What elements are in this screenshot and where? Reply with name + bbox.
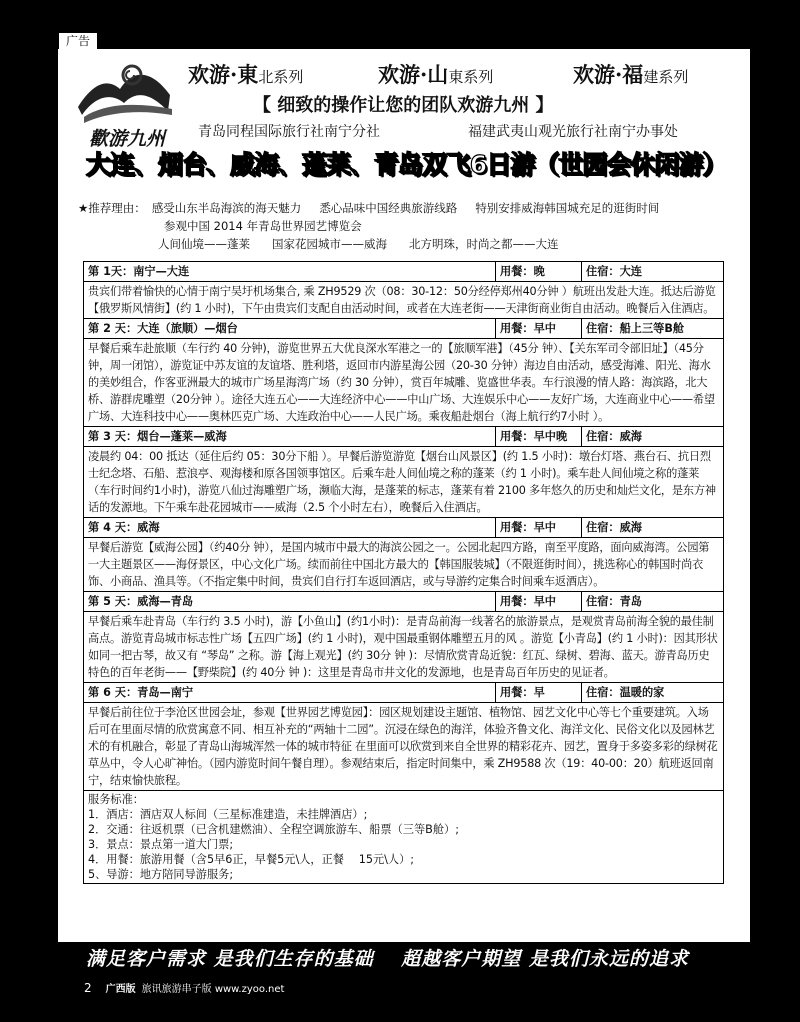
service-item: 4．用餐：旅游用餐（含5早6正，早餐5元\人，正餐 15元\人）; [88, 853, 415, 866]
day-meal: 用餐：早中 [496, 518, 582, 538]
day-title: 第 5 天：威海—青岛 [84, 592, 496, 612]
logo [72, 55, 182, 151]
day-description: 早餐后前往位于李沧区世园会址，参观【世界园艺博览园】：园区规划建设主题馆、植物馆、园艺文化中心等七个重要建筑。入场后可在里面尽情的欣赏寓意不同、相互补充的“两轴十二园”。沉浸在绿色的海洋，体验齐鲁文化、海洋文化、民俗文化以及园林艺术的有机融合，彰显了青岛山海城浑然一体的城市特征 在里面可以欣赏到来自全世界的精彩花卉、园艺，置身于多姿多彩的绿树花草丛中，令人心旷神怡。（园内游览时间午餐自理）。参观结束后，指定时间集中，乘 ZH9588 次（19：40-00：20）航班返回南宁，结束愉快旅程。 [84, 703, 724, 791]
brand-fujian: 欢游·福建系列 [573, 62, 689, 87]
day-description: 凌晨约 04：00 抵达（延住后约 05：30分下船 ）。早餐后游览游览【烟台山风景区】(约 1.5 小时)：墩台灯塔、燕台石、抗日烈士纪念塔、石船、惹浪亭、观海楼和原各国领事馆区。后乘车赴人间仙境之称的蓬莱（约 1 小时)。乘车赴人间仙境之称的蓬莱（车行时间约1小时)，游览八仙过海雕塑广场，濒临大海，是蓬莱的标志，蓬莱有着 2100 多年悠久的历史和灿烂文化，是东方神话的发源地。下午乘车赴花园城市——威海（2.5 个小时左右），晚餐后入住酒店。 [84, 447, 724, 518]
day-stay: 住宿：威海 [582, 427, 724, 447]
reason-city: 人间仙境——蓬莱 [158, 237, 250, 251]
day-meal: 用餐：晚 [496, 262, 582, 282]
day-meal: 用餐：早中 [496, 319, 582, 339]
day-body-row [84, 282, 724, 319]
ad-page [58, 49, 750, 972]
footer [58, 972, 750, 1022]
service-item: 2．交通：往返机票（已含机建燃油）、全程空调旅游车、船票（三等B舱）; [88, 823, 459, 836]
day-header-row [84, 427, 724, 447]
day-header-row [84, 518, 724, 538]
reason-city: 北方明珠，时尚之都——大连 [409, 237, 559, 251]
edition-label: 广西版 [105, 984, 136, 995]
service-item: 1．酒店：酒店双人标间（三星标准建造，未挂牌酒店）; [88, 808, 368, 821]
logo-mountain-icon [72, 55, 182, 151]
reason-item: 悉心品味中国经典旅游线路 [319, 201, 458, 215]
services-title: 服务标准： [88, 793, 144, 806]
slogan: 【 细致的操作让您的团队欢游九州 】 [253, 95, 554, 116]
reason-line2: 参观中国 2014 年青岛世界园艺博览会 [164, 219, 362, 233]
day-body-row [84, 447, 724, 518]
reason-city: 国家花园城市——威海 [272, 237, 387, 251]
reason-item: 特别安排威海韩国城充足的逛街时间 [475, 201, 660, 215]
day-description: 早餐后乘车赴青岛（车行约 3.5 小时)，游【小鱼山】(约1小时)：是青岛前海一线著名的旅游景点，是观赏青岛前海全貌的最佳制高点。游览青岛城市标志性广场【五四广场】(约 1 小时)，观中国最重钢体雕塑五月的风 。游览【小青岛】(约 1 小时)：因其形状如同一把古琴，故又有 “琴岛” 之称。游【海上观光】(约 30分 钟 )：尽情欣赏青岛近貌：红瓦、绿树、碧海、蓝天。游青岛历史特色的百年老街——【野柴院】(约 40分 钟 )：这里是青岛市井文化的发源地，也是青岛百年历史的见证者。 [84, 612, 724, 683]
day-stay: 住宿：青岛 [582, 592, 724, 612]
day-title: 第 1天：南宁—大连 [84, 262, 496, 282]
day-header-row [84, 592, 724, 612]
day-stay: 住宿：威海 [582, 518, 724, 538]
recommend-reasons [78, 199, 738, 253]
day-title: 第 3 天：烟台—蓬莱—威海 [84, 427, 496, 447]
services-row [84, 791, 724, 884]
day-stay: 住宿：温暖的家 [582, 683, 724, 703]
tour-title: 大连、烟台、威海、蓬莱、青岛双飞6日游（世园会休闲游） [85, 150, 727, 179]
brand-dongbei: 欢游·東北系列 [188, 62, 304, 87]
bottom-slogan-bar [58, 942, 750, 972]
ad-tag: 广告 [58, 32, 98, 51]
reason-item: 感受山东半岛海滨的海天魅力 [151, 201, 302, 215]
brand-shandong: 欢游·山東系列 [378, 62, 494, 87]
itinerary-table [83, 261, 724, 884]
logo-text: 歡游九州 [88, 128, 166, 150]
service-item: 5、导游：地方陪同导游服务; [88, 868, 234, 881]
day-title: 第 6 天：青岛—南宁 [84, 683, 496, 703]
brand-series-row [188, 59, 748, 87]
day-meal: 用餐：早中晚 [496, 427, 582, 447]
day-body-row [84, 703, 724, 791]
bottom-slogan: 满足客户需求 是我们生存的基础 超越客户期望 是我们永远的追求 [86, 948, 689, 970]
day-body-row [84, 612, 724, 683]
page-number: 2 [84, 981, 92, 995]
day-stay: 住宿：大连 [582, 262, 724, 282]
day-header-row [84, 319, 724, 339]
day-description: 早餐后游览【威海公园】（约40分 钟），是国内城市中最大的海滨公园之一。公园北起四方路，南至平度路，面向威海湾。公园第一大主题景区——海伢景区，中心文化广场。续而前往中国北方最大的【韩国服装城】（不限逛街时间），挑选称心的韩国时尚衣饰、小商品、渔具等。（不指定集中时间，贵宾们自行打车返回酒店，或与导游约定集合时间乘车返酒店）。 [84, 538, 724, 592]
day-title: 第 2 天：大连（旅顺）—烟台 [84, 319, 496, 339]
day-body-row [84, 538, 724, 592]
day-body-row [84, 339, 724, 427]
day-description: 贵宾们带着愉快的心情于南宁吴圩机场集合, 乘 ZH9529 次（08：30-12：50分经停郑州40分钟 ）航班出发赴大连。抵达后游览【俄罗斯风情街】(约 1 小时)，下午由贵宾们支配自由活动时间，或者在大连老街——天津街商业街自由活动。晚餐后入住酒店。 [84, 282, 724, 319]
day-stay: 住宿：船上三等B舱 [582, 319, 724, 339]
agency-qingdao: 青岛同程国际旅行社南宁分社 [198, 124, 380, 140]
day-title: 第 4 天：威海 [84, 518, 496, 538]
day-header-row [84, 683, 724, 703]
reasons-label: ★推荐理由： [78, 201, 146, 215]
service-item: 3．景点：景点第一道大门票; [88, 838, 234, 851]
day-header-row [84, 262, 724, 282]
day-description: 早餐后乘车赴旅顺（车行约 40 分钟)，游览世界五大优良深水军港之一的【旅顺军港】（45分 钟）、【关东军司令部旧址】（45分钟，周一闭馆），游览证中苏友谊的友谊塔、胜利塔，返回市内游星海公园（20-30 分钟）海边自由活动，感受海滩、阳光、海水的美妙组合，作客亚洲最大的城市广场星海湾广场（约 30 分钟），赏百年城雕、览盛世华表。车行浪漫的情人路：海滨路，北大桥、游群虎雕塑（20分钟 ）。途径大连五心——大连经济中心——中山广场、大连娱乐中心——友好广场，大连商业中心——希望广场、大连科技中心——奥林匹克广场、大连政治中心——人民广场。乘夜船赴烟台（海上航行约7小时 ）。 [84, 339, 724, 427]
agency-wuyishan: 福建武夷山观光旅行社南宁办事处 [468, 124, 678, 140]
site-label: 旅讯旅游串子版 www.zyoo.net [141, 984, 285, 995]
day-meal: 用餐：早中 [496, 592, 582, 612]
day-meal: 用餐：早 [496, 683, 582, 703]
